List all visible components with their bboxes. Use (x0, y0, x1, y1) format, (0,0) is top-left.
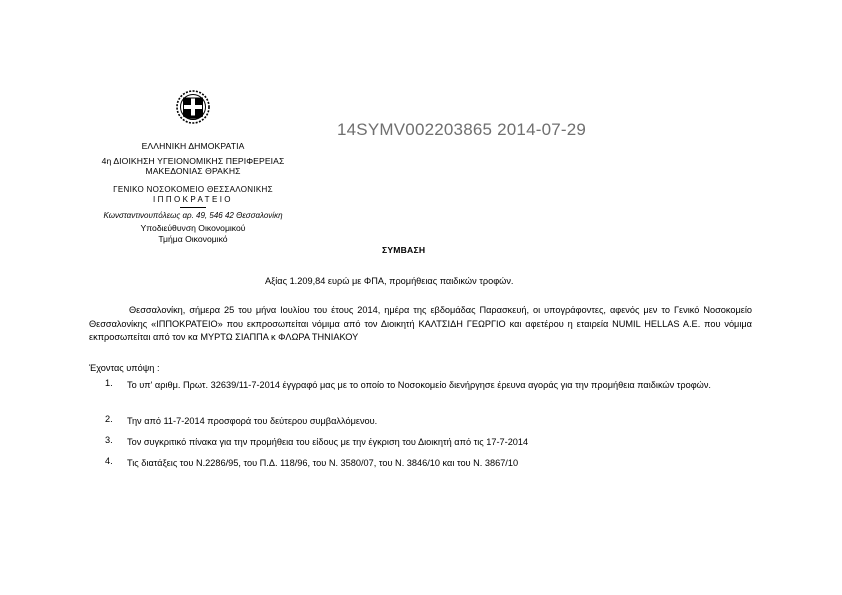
greek-emblem-icon (176, 90, 210, 124)
contract-title: ΣΥΜΒΑΣΗ (382, 245, 426, 255)
given-label: Έχοντας υπόψη : (89, 363, 160, 373)
list-item-text: Το υπ' αριθμ. Πρωτ. 32639/11-7-2014 έγγραφό μας με το οποίο το Νοσοκομείο διενήργησε έρευνα αγοράς για την προμήθεια παιδικών τροφών. (127, 380, 711, 390)
header-hospital (70, 185, 316, 205)
header-divider (180, 207, 206, 208)
header-directorate: Υποδιεύθυνση Οικονομικού (140, 223, 246, 233)
contract-value-line: Αξίας 1.209,84 ευρώ με ΦΠΑ, προμήθειας παιδικών τροφών. (265, 276, 514, 286)
list-item-text: Την από 11-7-2014 προσφορά του δεύτερου συμβαλλόμενου. (127, 416, 378, 426)
header-region-line1: 4η ΔΙΟΙΚΗΣΗ ΥΓΕΙΟΝΟΜΙΚΗΣ ΠΕΡΙΦΕΡΕΙΑΣ (101, 156, 285, 166)
header-department: Τμήμα Οικονομικό (158, 234, 228, 244)
list-item-number: 1. (105, 378, 113, 388)
header-hospital-line1: ΓΕΝΙΚΟ ΝΟΣΟΚΟΜΕΙΟ ΘΕΣΣΑΛΟΝΙΚΗΣ (113, 185, 273, 194)
list-item-text: Τον συγκριτικό πίνακα για την προμήθεια του είδους με την έγκριση του Διοικητή από τις 17-7-2014 (127, 437, 529, 447)
list-item-number: 2. (105, 414, 113, 424)
header-region-line2: ΜΑΚΕΔΟΝΙΑΣ ΘΡΑΚΗΣ (145, 166, 241, 176)
list-item-number: 3. (105, 435, 113, 445)
list-item-text: Τις διατάξεις του Ν.2286/95, του Π.Δ. 118/96, του Ν. 3580/07, του Ν. 3846/10 και του Ν. 3867/10 (127, 458, 519, 468)
list-item-number: 4. (105, 456, 113, 466)
header-hospital-line2: ΙΠΠΟΚΡΑΤΕΙΟ (153, 195, 233, 204)
header-address: Κωνσταντινουπόλεως αρ. 49, 546 42 Θεσσαλονίκη (103, 211, 283, 220)
header-country: ΕΛΛΗΝΙΚΗ ΔΗΜΟΚΡΑΤΙΑ (141, 141, 245, 151)
contract-intro: Θεσσαλονίκη, σήμερα 25 του μήνα Ιουλίου του έτους 2014, ημέρα της εβδομάδας Παρασκευή, οι υπογράφοντες, αφενός μεν το Γενικό Νοσοκομείο Θεσσαλονίκης «ΙΠΠΟΚΡΑΤΕΙΟ» που εκπροσωπείται νόμιμα από τον Διοικητή ΚΑΛΤΣΙΔΗ ΓΕΩΡΓΙΟ και αφετέρου η εταιρεία NUMIL HELLAS A.E. που νόμιμα εκπροσωπείται από τον κα ΜΥΡΤΩ ΣΙΑΠΠΑ κ ΦΛΩΡΑ ΤΗΝΙΑΚΟΥ (89, 305, 752, 343)
ada-number: 14SYMV002203865 2014-07-29 (337, 120, 587, 139)
